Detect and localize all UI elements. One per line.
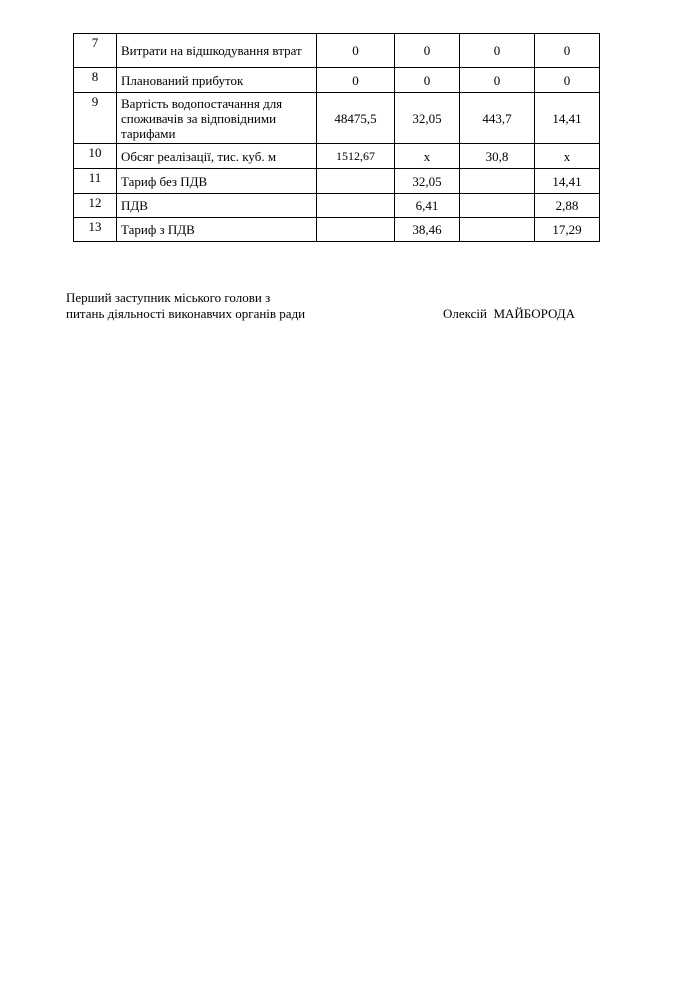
row-name: Тариф без ПДВ bbox=[117, 169, 317, 194]
cell-value: 1512,67 bbox=[317, 144, 395, 169]
cell-value: 38,46 bbox=[395, 218, 460, 242]
table-row bbox=[74, 34, 600, 68]
row-number: 8 bbox=[74, 68, 117, 93]
cell-value: 443,7 bbox=[460, 93, 535, 144]
cell-value: 0 bbox=[535, 68, 600, 93]
cell-value: 14,41 bbox=[535, 93, 600, 144]
cell-value: 6,41 bbox=[395, 194, 460, 218]
signature-name: Олексій МАЙБОРОДА bbox=[443, 306, 575, 321]
signature-title-line: питань діяльності виконавчих органів ради bbox=[66, 306, 306, 321]
row-name: Тариф з ПДВ bbox=[117, 218, 317, 242]
tariff-table bbox=[73, 33, 600, 242]
cell-value: 0 bbox=[317, 34, 395, 68]
cell-value: 0 bbox=[535, 34, 600, 68]
cell-value: 17,29 bbox=[535, 218, 600, 242]
cell-value: 48475,5 bbox=[317, 93, 395, 144]
cell-value: 0 bbox=[460, 68, 535, 93]
signature-title-line: Перший заступник міського голови з bbox=[66, 290, 271, 305]
cell-value: х bbox=[535, 144, 600, 169]
table-row bbox=[74, 144, 600, 169]
row-name: Планований прибуток bbox=[117, 68, 317, 93]
cell-value: 2,88 bbox=[535, 194, 600, 218]
cell-value: 32,05 bbox=[395, 169, 460, 194]
cell-value bbox=[317, 218, 395, 242]
cell-value bbox=[460, 194, 535, 218]
row-number: 12 bbox=[74, 194, 117, 218]
cell-value bbox=[317, 194, 395, 218]
row-name: ПДВ bbox=[117, 194, 317, 218]
row-number: 13 bbox=[74, 218, 117, 242]
signature-title bbox=[66, 290, 305, 322]
table-row bbox=[74, 93, 600, 144]
cell-value bbox=[460, 169, 535, 194]
cell-value: 0 bbox=[317, 68, 395, 93]
cell-value bbox=[317, 169, 395, 194]
cell-value: 14,41 bbox=[535, 169, 600, 194]
table-row bbox=[74, 194, 600, 218]
cell-value: х bbox=[395, 144, 460, 169]
row-number: 7 bbox=[74, 34, 117, 68]
row-number: 11 bbox=[74, 169, 117, 194]
row-name: Вартість водопостачання для споживачів за відповідними тарифами bbox=[117, 93, 317, 144]
cell-value: 0 bbox=[395, 68, 460, 93]
table-row bbox=[74, 218, 600, 242]
cell-value: 0 bbox=[395, 34, 460, 68]
row-name: Обсяг реалізації, тис. куб. м bbox=[117, 144, 317, 169]
row-number: 10 bbox=[74, 144, 117, 169]
cell-value: 32,05 bbox=[395, 93, 460, 144]
cell-value: 0 bbox=[460, 34, 535, 68]
cell-value bbox=[460, 218, 535, 242]
table-row bbox=[74, 68, 600, 93]
table-row bbox=[74, 169, 600, 194]
row-name: Витрати на відшкодування втрат bbox=[117, 34, 317, 68]
row-number: 9 bbox=[74, 93, 117, 144]
cell-value: 30,8 bbox=[460, 144, 535, 169]
